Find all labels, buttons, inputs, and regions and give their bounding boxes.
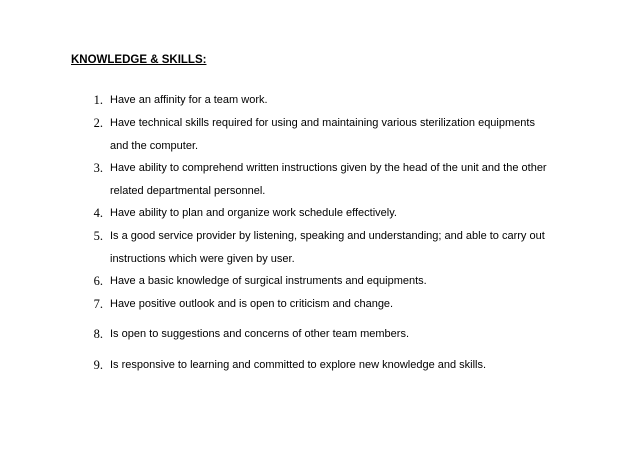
item-number: 6. [93,274,103,288]
item-number: 3. [93,161,103,175]
item-text: Have technical skills required for using and maintaining various sterilization equipments and the computer. [110,117,535,152]
item-number: 9. [93,358,103,372]
item-number: 5. [93,229,103,243]
item-text: Have an affinity for a team work. [110,94,268,106]
item-text: Have ability to plan and organize work schedule effectively. [110,207,397,219]
item-number: 7. [93,297,103,311]
item-text: Have ability to comprehend written instructions given by the head of the unit and the other related departmental personnel. [110,162,547,197]
item-text: Is open to suggestions and concerns of other team members. [110,328,409,340]
item-number: 4. [93,206,103,220]
item-number: 1. [93,93,103,107]
item-number: 8. [93,327,103,341]
item-text: Is a good service provider by listening, speaking and understanding; and able to carry out instructions which were given by user. [110,230,545,265]
item-text: Is responsive to learning and committed to explore new knowledge and skills. [110,359,487,371]
section-heading: KNOWLEDGE & SKILLS: [71,54,207,66]
item-text: Have positive outlook and is open to criticism and change. [110,298,394,310]
item-number: 2. [93,116,103,130]
item-text: Have a basic knowledge of surgical instruments and equipments. [110,275,427,287]
